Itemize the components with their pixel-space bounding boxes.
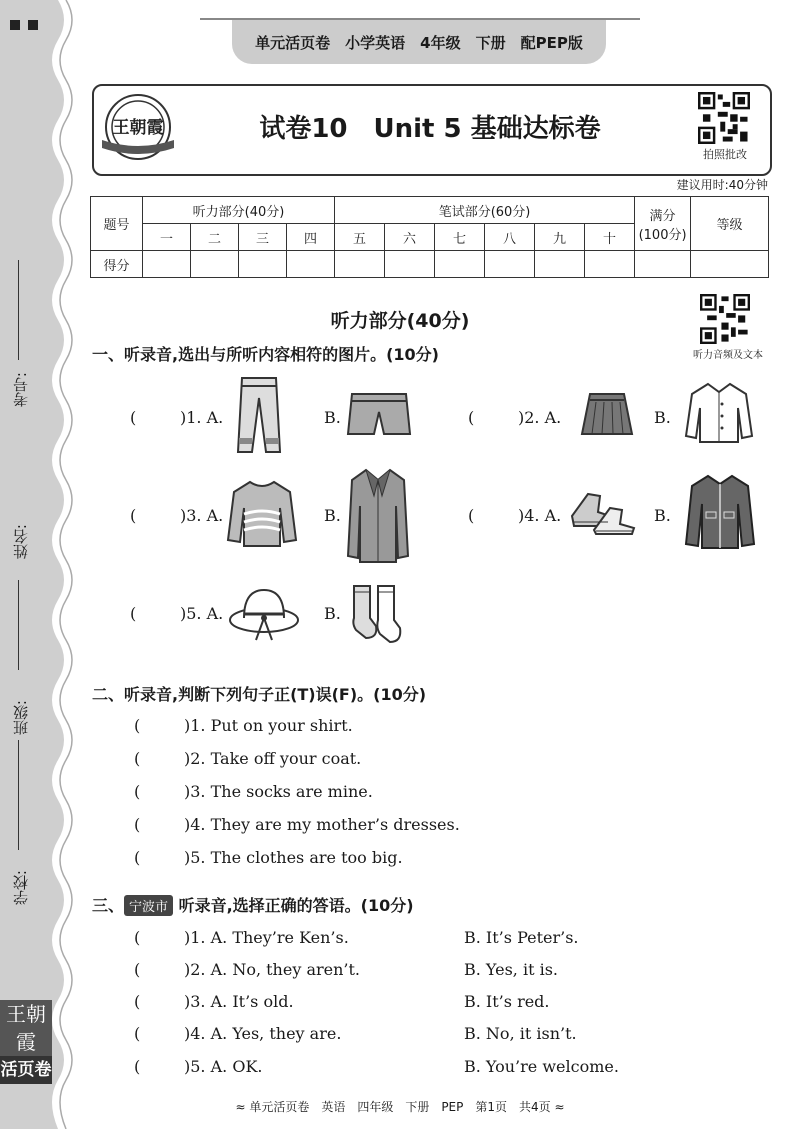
answer-blank[interactable]: (	[134, 716, 141, 735]
question-number-cell: 六	[385, 224, 435, 251]
score-cell[interactable]	[239, 251, 287, 278]
reply-question-1	[134, 928, 349, 947]
section3-title-text: 听录音,选择正确的答语。(10分)	[173, 896, 414, 915]
tf-question-1	[134, 716, 353, 735]
score-cell[interactable]	[287, 251, 335, 278]
score-cell[interactable]	[143, 251, 191, 278]
qr-label: 拍照批改	[703, 148, 747, 161]
full-score-header	[635, 197, 691, 251]
shorts-picture	[346, 390, 412, 440]
option-b-label: B.	[324, 506, 341, 525]
name-line	[18, 580, 19, 670]
answer-blank[interactable]: (	[134, 992, 141, 1011]
answer-blank[interactable]: (	[130, 604, 137, 623]
score-cell[interactable]	[191, 251, 239, 278]
audio-qr-label: 听力音频及文本	[693, 350, 763, 361]
option-b: B. It’s red.	[464, 992, 550, 1011]
answer-blank[interactable]: (	[130, 408, 137, 427]
tf-question-2	[134, 749, 361, 768]
answer-blank[interactable]: (	[468, 506, 475, 525]
section2-title: 二、听录音,判断下列句子正(T)误(F)。(10分)	[92, 685, 427, 704]
score-cell[interactable]	[535, 251, 585, 278]
question-number: )4. A.	[518, 506, 562, 525]
score-cell[interactable]	[485, 251, 535, 278]
question-5	[130, 604, 223, 623]
skirt-picture	[580, 390, 634, 440]
question-number-cell: 三	[239, 224, 287, 251]
score-cell[interactable]	[635, 251, 691, 278]
coat-picture	[346, 466, 410, 566]
shoes-picture	[568, 486, 638, 536]
option-a: )5. A. OK.	[184, 1057, 263, 1076]
punch-hole-mark	[28, 20, 38, 30]
question-number-cell: 九	[535, 224, 585, 251]
score-row-label: 得分	[91, 251, 143, 278]
tf-question-text: )5. The clothes are too big.	[184, 848, 403, 867]
header-tab: 单元活页卷 小学英语 4年级 下册 配PEP版	[232, 20, 606, 64]
question-number-cell: 二	[191, 224, 239, 251]
region-tag: 宁波市	[124, 895, 173, 916]
reply-question-2	[134, 960, 360, 979]
class-label: 班级:	[12, 700, 30, 736]
full-score-label: 满分	[649, 208, 676, 224]
score-table	[90, 196, 769, 278]
tf-question-text: )2. Take off your coat.	[184, 749, 362, 768]
option-a: )2. A. No, they aren’t.	[184, 960, 361, 979]
socks-picture	[350, 582, 406, 646]
name-label: 姓名:	[12, 524, 30, 560]
section3-title	[92, 893, 414, 916]
question-number-cell: 八	[485, 224, 535, 251]
answer-blank[interactable]: (	[134, 1057, 141, 1076]
answer-blank[interactable]: (	[134, 782, 141, 801]
exam-number-label: 考号:	[12, 372, 30, 408]
answer-blank[interactable]: (	[134, 815, 141, 834]
question-2	[468, 408, 561, 427]
option-a: )3. A. It’s old.	[184, 992, 294, 1011]
option-b: B. No, it isn’t.	[464, 1024, 577, 1043]
trousers-picture	[230, 374, 288, 456]
question-1	[130, 408, 223, 427]
suggested-time: 建议用时:40分钟	[676, 178, 768, 192]
option-b-label: B.	[324, 408, 341, 427]
tf-question-5	[134, 848, 403, 867]
score-cell[interactable]	[385, 251, 435, 278]
answer-blank[interactable]: (	[130, 506, 137, 525]
reply-question-5	[134, 1057, 262, 1076]
question-number-header: 题号	[91, 197, 143, 251]
score-cell[interactable]	[435, 251, 485, 278]
option-b: B. It’s Peter’s.	[464, 928, 579, 947]
question-number-cell: 四	[287, 224, 335, 251]
answer-blank[interactable]: (	[134, 960, 141, 979]
question-number-cell: 十	[585, 224, 635, 251]
answer-blank[interactable]: (	[134, 848, 141, 867]
section1-title: 一、听录音,选出与所听内容相符的图片。(10分)	[92, 345, 439, 364]
writing-part-header: 笔试部分(60分)	[335, 197, 635, 224]
option-b-label: B.	[324, 604, 341, 623]
score-cell[interactable]	[691, 251, 769, 278]
answer-blank[interactable]: (	[134, 749, 141, 768]
question-number: )5. A.	[180, 604, 224, 623]
brand-badge	[0, 1000, 52, 1080]
logo-text: 王朝霞	[112, 118, 164, 138]
tf-question-3	[134, 782, 373, 801]
listening-part-header: 听力部分(40分)	[143, 197, 335, 224]
question-number: )3. A.	[180, 506, 224, 525]
option-a: )1. A. They’re Ken’s.	[184, 928, 349, 947]
question-number: )1. A.	[180, 408, 224, 427]
listening-heading: 听力部分(40分)	[330, 310, 470, 332]
full-score-value: (100分)	[638, 227, 687, 243]
option-b-label: B.	[654, 408, 671, 427]
section3-prefix: 三、	[92, 896, 125, 915]
question-number: )2. A.	[518, 408, 562, 427]
tf-question-text: )3. The socks are mine.	[184, 782, 373, 801]
audio-qr-code-icon[interactable]	[700, 294, 750, 344]
tf-question-4	[134, 815, 460, 834]
sweater-picture	[226, 478, 298, 550]
exam-title: 试卷10 Unit 5 基础达标卷	[259, 114, 601, 144]
binding-wave-edge	[44, 0, 84, 1129]
question-number-cell: 七	[435, 224, 485, 251]
qr-code-icon[interactable]	[698, 92, 750, 144]
brand-bottom-text: 活页卷	[0, 1056, 52, 1084]
publisher-logo	[98, 92, 178, 162]
question-3	[130, 506, 223, 525]
jacket-picture	[684, 472, 756, 552]
shirt-picture	[684, 380, 754, 446]
option-b-label: B.	[654, 506, 671, 525]
school-label: 学校:	[12, 870, 30, 906]
option-b: B. You’re welcome.	[464, 1057, 619, 1076]
question-number-cell: 五	[335, 224, 385, 251]
answer-blank[interactable]: (	[468, 408, 475, 427]
option-b: B. Yes, it is.	[464, 960, 558, 979]
option-a: )4. A. Yes, they are.	[184, 1024, 342, 1043]
binding-strip	[0, 0, 44, 1129]
answer-blank[interactable]: (	[134, 1024, 141, 1043]
score-cell[interactable]	[585, 251, 635, 278]
tf-question-text: )1. Put on your shirt.	[184, 716, 353, 735]
reply-question-3	[134, 992, 294, 1011]
reply-question-4	[134, 1024, 341, 1043]
tf-question-text: )4. They are my mother’s dresses.	[184, 815, 460, 834]
page-footer: ≈ 单元活页卷 英语 四年级 下册 PEP 第1页 共4页 ≈	[235, 1100, 565, 1114]
question-number-cell: 一	[143, 224, 191, 251]
question-4	[468, 506, 561, 525]
hat-picture	[228, 584, 300, 644]
punch-hole-mark	[10, 20, 20, 30]
answer-blank[interactable]: (	[134, 928, 141, 947]
score-cell[interactable]	[335, 251, 385, 278]
class-line	[18, 740, 19, 850]
brand-top-text: 王朝霞	[6, 1002, 46, 1054]
grade-header: 等级	[691, 197, 769, 251]
